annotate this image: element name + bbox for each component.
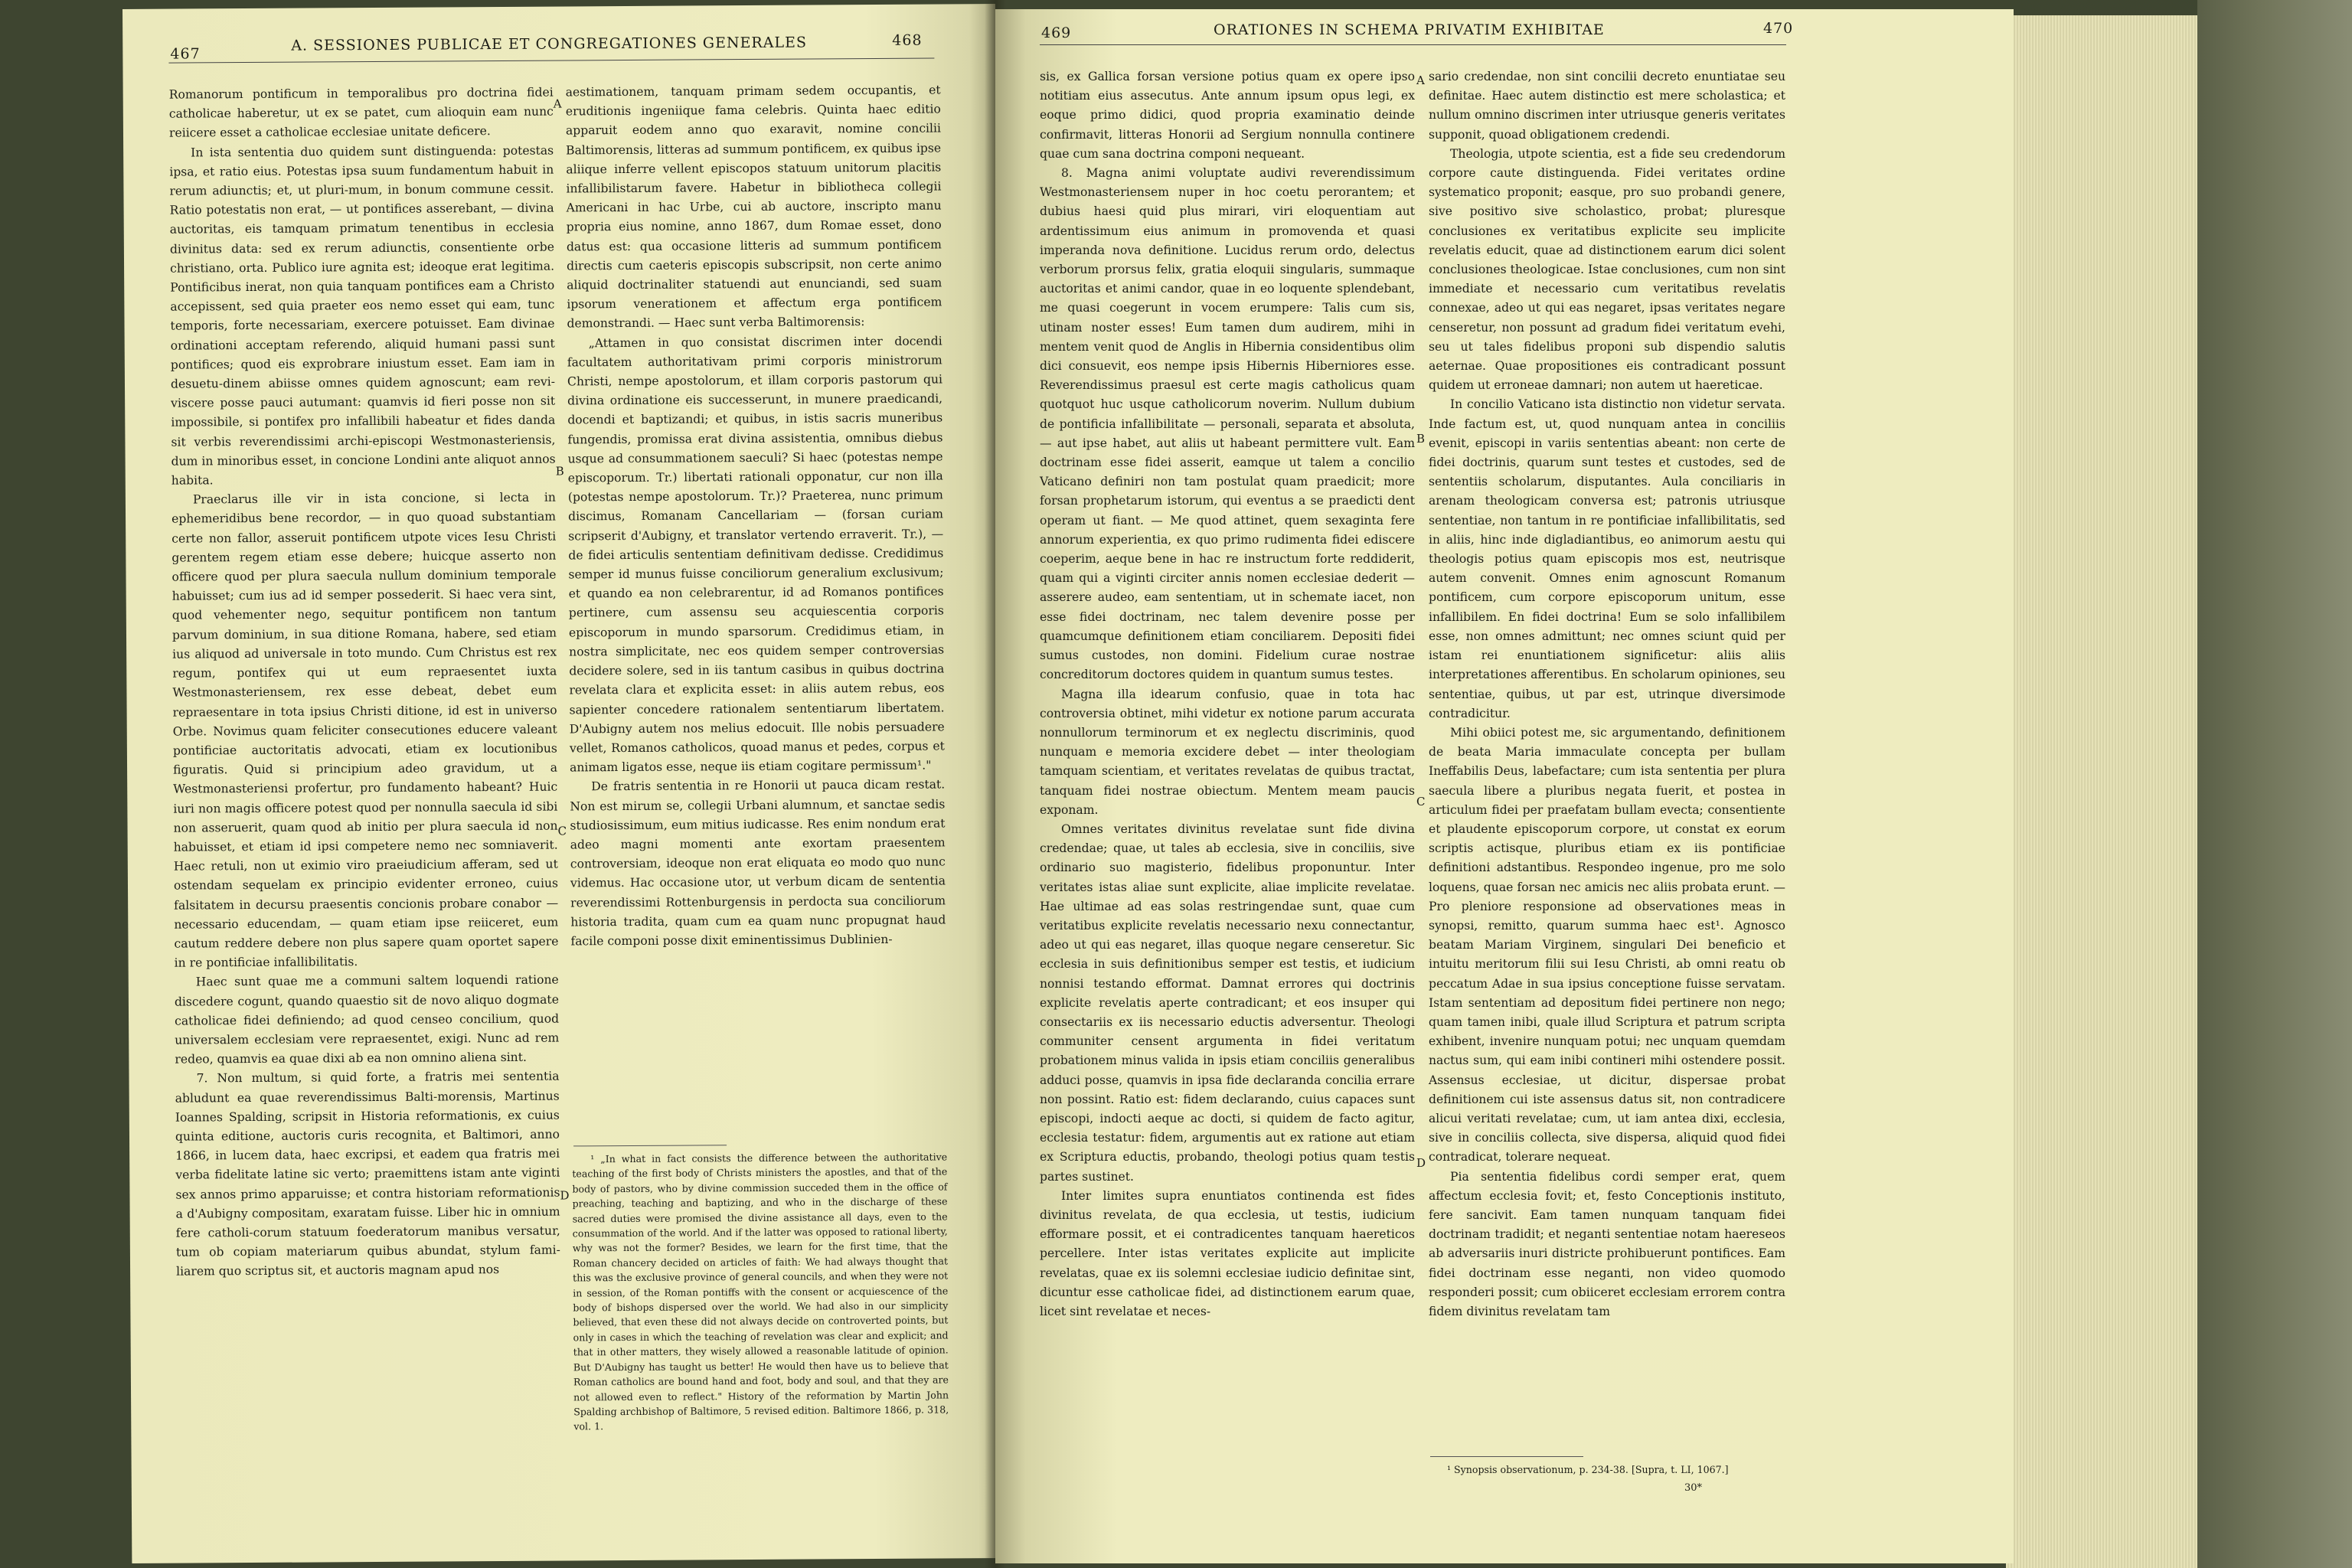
- paragraph: „Attamen in quo consistat discrimen inter docendi facultatem authoritativam primi corporis ministrorum Christi, nempe apostolorum, et illam corporis pastorum qui divina ordinatione eis successerunt, in munere praedicandi, docendi et baptizandi; et quibus, in istis sacris muneribus fungendis, promissa erat divina assistentia, omnibus diebus usque ad consummationem saeculi? Si haec (potestas nempe episcoporum. Tr.) libertati rationali opponatur, cur non illa (potestas nempe apostolorum. Tr.)? Praeterea, nunc primum discimus, Romanam Cancellariam — (forsan curiam scripserit d'Aubigny, et translator vertendo erraverit. Tr.), — de fidei articulis sententiam definitivam dedisse. Credidimus semper id munus fuisse conciliorum generalium exclusivum; et quando ea non celebrarentur, id ad Romanos pontifices pertinere, cum assensu seu acquiescentia corporis episcoporum in mundo sparsorum. Credidimus etiam, in nostra simplicitate, nec eos quidem semper controversias decidere solere, sed in iis tantum casibus in quibus doctrina revelata clara et explicita esset: in aliis autem rebus, eos sapienter concedere rationalem sententiarum libertatem. D'Aubigny autem nos melius edocuit. Ille nobis persuadere vellet, Romanos catholicos, quoad manus et pedes, corpus et animam ligatos esse, neque iis etiam cogitare permissum¹.": [567, 334, 945, 775]
- margin-letter-c: C: [557, 824, 567, 838]
- paragraph: sis, ex Gallica forsan versione potius quam ex opere ipso notitiam eius assecutus. Ante annum ipsum opus legi, ex eoque primo didici, quod propria examinatio deinde confirmavit, litteras Honorii ad Sergium nonnulla continere quae cum sana doctrina componi nequeant.: [1040, 70, 1415, 161]
- left-page-number: 467: [170, 45, 201, 63]
- paragraph: Magna illa idearum confusio, quae in tota hac controversia obtinet, mihi videtur ex notione parum accurata nonnullorum terminorum et ex neglectu discriminis, quod nunquam e memoria excidere debet — inter theologiam tamquam scientiam, et veritates revelatas de quibus tractat, tanquam fidei nostrae obiectum. Mentem meam paucis exponam.: [1040, 687, 1415, 817]
- paragraph: Mihi obiici potest me, sic argumentando, definitionem de beata Maria immaculate concepta per bullam Ineffabilis Deus, labefactare; cum ista sententia per plura saecula libere a pluribus negata fuerit, et postea in articulum fidei per praefatam bullam evecta; consentiente et plaudente episcoporum corpore, ut constat ex eorum scriptis actisque, pluribus etiam ex iis pontificiae definitioni adstantibus. Respondeo ingenue, pro me solo loquens, quae forsan nec amicis nec aliis probata erunt. — Pro pleniore responsione ad observationes meas in synopsi, remitto, quarum summa haec est¹. Agnosco beatam Mariam Virginem, singulari Dei beneficio et intuitu meritorum filii sui Iesu Christi, ab omni reatu ob peccatum Adae in sua ipsius conceptione fuisse servatam. Istam sententiam ad depositum fidei pertinere non nego; quam tamen inibi, quale illud Scriptura et patrum scripta exhibent, invenire nunquam potui; nec unquam quemdam nactus sum, qui eam inibi contineri mihi ostendere possit. Assensus ecclesiae, ut dicitur, dispersae probat definitionem cui iste assensus datus sit, non contradicere alicui veritati revelatae; cum, ut iam antea dixi, ecclesia, sive in conciliis collecta, sive dispersa, aliquid quod fidei contradicat, tolerare nequeat.: [1429, 725, 1785, 1165]
- left-column-2: [566, 80, 946, 951]
- background-table: [2197, 0, 2352, 1568]
- paragraph: aestimationem, tanquam primam sedem occupantis, et eruditionis ingeniique fama celebris. Quinta haec editio apparuit eodem anno quo exaravit, nomine concilii Baltimorensis, litteras ad summum pontificem, ex quibus ipse aliique inferre vellent episcopos statuum unitorum placitis infallibilistarum favere. Habetur in bibliotheca collegii Americani in hac Urbe, cui ab auctore, inscripto manu propria eius nomine, anno 1867, dum Romae esset, dono datus est: qua occasione litteris ad summum pontificem directis cum caeteris episcopis subscripsit, non certe animo aliquid doctrinaliter statuendi aut enunciandi, sed suam ipsorum venerationem et affectum erga pontificem demonstrandi. — Haec sunt verba Baltimorensis:: [565, 83, 942, 331]
- paragraph: 8. Magna animi voluptate audivi reverendissimum Westmonasteriensem nuper in hoc coetu perorantem; et dubius haesi quid plus mirari, viri eloquentiam aut ardentissimum eius animum in promovenda et quasi imperanda nova definitione. Lucidus rerum ordo, delectus verborum prorsus felix, gratia eloquii singularis, summaque auctoritas et animi candor, quae in eo loquente splendebant, me quasi coegerunt in vocem erumpere: Talis cum sis, utinam noster esses! Eum tamen dum audirem, mihi in mentem venit quod de Anglis in Hibernia considentibus olim dici consuevit, eos nempe ipsis Hibernis Hiberniores esse. Reverendissimus praesul est certe magis catholicus quam quotquot huc usque catholicorum noverim. Nullum dubium de pontificia infallibilitate — personali, separata et absoluta, — aut ipse habet, aut aliis ut habeant permittere vult. Eam doctrinam esse fidei asserit, eamque ut talem a concilio Vaticano definiri non tam postulat quam praedicit; more forsan prophetarum istorum, qui eventus a se praedicti dent operam ut fiant. — Me quod attinet, quem sexaginta fere annorum experientia, ex quo primo rudimenta fidei ediscere coeperim, aeque bene in hac re instructum forte reddiderit, quam qui a viginti circiter annis nomen ecclesiae dederit — asserere audeo, eam sententiam, ut in schemate iacet, non esse fidei doctrinam, nec talem devenire posse per quamcumque definitionem etiam conciliarem. Depositi fidei sumus custodes, non domini. Fidelium curae nostrae concreditorum doctores quidem in quantum sumus testes.: [1040, 166, 1415, 682]
- left-column-1: [169, 83, 561, 1282]
- margin-letter-b: B: [555, 464, 564, 479]
- paragraph: Haec sunt quae me a communi saltem loquendi ratione discedere cogunt, quando quaestio sit de novo aliquo dogmate catholicae fidei definiendo; ad quod censeo concilium, quod universalem ecclesiam vere repraesentet, exigi. Nunc ad rem redeo, quamvis ea quae dixi ab ea non omnino aliena sint.: [174, 972, 560, 1067]
- header-rule: [1040, 44, 1786, 45]
- right-running-head: ORATIONES IN SCHEMA PRIVATIM EXHIBITAE: [1214, 21, 1605, 38]
- right-column-1: [1040, 67, 1415, 1321]
- left-running-head: A. SESSIONES PUBLICAE ET CONGREGATIONES GENERALES: [291, 34, 808, 54]
- left-page: [122, 4, 1004, 1563]
- paragraph: Romanorum pontificum in temporalibus pro doctrina fidei catholicae haberetur, ut ex se patet, cum alioquin eam nunc reiicere esset a catholicae ecclesiae unitate deficere.: [168, 85, 554, 141]
- right-page-number: 470: [1763, 20, 1794, 37]
- paragraph: 7. Non multum, si quid forte, a fratris mei sententia abludunt ea quae reverendissimus Balti-morensis, Martinus Ioannes Spalding, scripsit in Historia reformationis, ex cuius quinta editione, auctoris curis recognita, et Baltimori, anno 1866, in lucem data, haec excripsi, et eadem qua fratris mei verba fidelitate latine sic verto; praemittens istam ante viginti sex annos primo apparuisse; et contra historiam reformationis a d'Aubigny compositam, exaratam fuisse. Liber hic in omnium fere catholi-corum statuum foederatorum manibus versatur, tum ob copiam materiarum quibus abundat, stylum fami-liarem quo scriptus sit, et auctoris magnam apud nos: [175, 1069, 560, 1279]
- right-footnote: [1429, 1462, 1785, 1477]
- footnote-rule: [573, 1145, 727, 1146]
- margin-letter-b: B: [1416, 432, 1426, 446]
- page-edges: [2006, 15, 2197, 1568]
- paragraph: Praeclarus ille vir in ista concione, si lecta in ephemeridibus bene recordor, — in quo quoad substantiam certe non fallor, asseruit pontificem utpote vices Iesu Christi gerentem regem etiam esse debere; huicque asserto non officere quod per plura saecula nullum dominium temporale habuisset; cum ius ad id semper possederit. Si haec vera sint, quod vehementer nego, sequitur pontificem non tantum parvum dominium, in sua ditione Romana, habere, sed etiam ius aliquod ad universale in toto mundo. Cum Christus est rex regum, pontifex qui ut eum repraesentet iuxta Westmonasteriensem, rex esse debeat, debet eum repraesentare in tota ipsius Christi ditione, id est in universo Orbe. Novimus quam feliciter consecutiones educere valeant pontificiae auctoritatis advocati, etiam ex locutionibus figuratis. Quid si principium adeo gravidum, ut a Westmonasteriensi profertur, pro fundamento habeant? Huic iuri non magis officere potest quod per nonnulla saecula id sibi non asseruerit, quam quod ab initio per plura saecula id non habuisset, et etiam id ipsi competere nemo nec somniaverit. Haec retuli, non ut eximio viro praeiudicium afferam, sed ut ostendam sequelam ex principio evidenter erroneo, cuius falsitatem in decursu praesentis concionis probare conabor — necessario educendam, — quam etiam ipse reiiceret, eum cautum reddere debere non plus sapere quam oportet sapere in re pontificiae infallibilitatis.: [172, 490, 559, 970]
- left-column-number: 468: [892, 31, 923, 49]
- margin-letter-a: A: [1416, 74, 1425, 87]
- paragraph: Omnes veritates divinitus revelatae sunt fide divina credendae; quae, ut tales ab ecclesia, sive in conciliis, sive ordinario suo magisterio, fidelibus proponuntur. Inter veritates istas aliae sunt explicite, aliae implicite revelatae. Hae ultimae ad eas solas restringendae sunt, quae cum veritatibus explicite revelatis necessario nexu connectantur, adeo ut qui eas negaret, illas quoque negare censeretur. Sic ecclesia in suis definitionibus semper est testis, et iudicium nonnisi testando efformat. Damnat errores qui doctrinis explicite revelatis aperte contradicant; et eos insuper qui consectariis ex iis necessario eductis adversentur. Theologi communiter censent argumenta in fidei veritatum probationem minus valida in ipsis etiam conciliis generalibus adduci posse, quamvis in ipsa fide declaranda concilia errare non possint. Ratio est: fidem declarando, cuius capaces sunt episcopi, indocti aeque ac docti, si quidem de facto agitur, ecclesia testatur: fidem, argumentis aut ex ratione aut etiam ex Scriptura eductis, probando, theologi potius quam testis partes sustinet.: [1040, 822, 1415, 1184]
- header-rule: [168, 58, 934, 64]
- footnote-text: ¹ Synopsis observationum, p. 234-38. [Supra, t. LI, 1067.]: [1447, 1464, 1729, 1475]
- paragraph: Pia sententia fidelibus cordi semper erat, quem affectum ecclesia fovit; et, festo Conceptionis instituto, fere sancivit. Eam tamen nunquam tanquam fidei doctrinam tradidit; et neganti sententiae notam haereseos ab adversariis inuri districte prohibuerunt pontifices. Eam fidei doctrinam esse neganti, non video quomodo responderi possit; cum obiiceret ecclesiam errorem contra fidem divinitus revelatam tam: [1429, 1169, 1785, 1318]
- left-footnote: [572, 1149, 949, 1434]
- margin-letter-d: D: [1416, 1156, 1426, 1170]
- paragraph: In concilio Vaticano ista distinctio non videtur servata. Inde factum est, ut, quod nunquam antea in conciliis evenit, episcopi in variis sententias abeant: non certe de fidei doctrinis, quarum sunt testes et custodes, sed de sententiis scholarum, disputantes. Aula conciliaris in arenam theologicam conversa est; patronis utriusque sententiae, non tantum in re pontificiae infallibilitatis, sed in aliis, hinc inde digladiantibus, eo animorum aestu qui theologis potius quam episcopis mos est, neutrisque autem convenit. Omnes enim agnoscunt Romanum pontificem, cum corpore episcoporum unitum, esse infallibilem. En fidei doctrina! Eum se solo infallibilem esse, non omnes admittunt; nec omnes sciunt quid per istam rei enuntiationem significetur: aliis aliis interpretationes afferentibus. En scholarum opiniones, seu sententiae, quibus, ut par est, utrinque diversimode contradicitur.: [1429, 397, 1785, 720]
- right-column-2: [1429, 67, 1785, 1321]
- paragraph: De fratris sententia in re Honorii ut pauca dicam restat. Non est mirum se, collegii Urbani alumnum, et sanctae sedis studiosissimum, eum mitius iudicasse. Res enim nondum erat adeo magni momenti ante exortam praesentem controversiam, ideoque non erat eliquata eo modo quo nunc videmus. Hac occasione utor, ut verbum dicam de sententia reverendissimi Rottenburgensis in perdocta sua conciliorum historia tradita, quam cum ea quam nunc propugnat haud facile componi posse dixit eminentissimus Dublinien-: [570, 777, 946, 949]
- paragraph: In ista sententia duo quidem sunt distinguenda: potestas ipsa, et ratio eius. Potestas ipsa suum fundamentum habuit in rerum adiunctis; et, ut pluri-mum, in bonum commune cessit. Ratio potestatis non erat, — ut pontifices asserebant, — divina auctoritas, eis tamquam primatum tenentibus in ecclesia divinitus data: sed ex rerum adiunctis, consentiente orbe christiano, orta. Publico iure agnita est; ideoque erat legitima. Pontificibus inerat, non quia tanquam pontifices eam a Christo accepissent, sed quia praeter eos nemo esset qui eam, tunc temporis, forte necessariam, exercere potuisset. Eam divinae ordinationi acceptam referendo, aliquid humani passi sunt pontifices; quod eis exprobrare iniustum esset. Eam iam in desuetu-dinem abiisse omnes quidem agnoscunt; eam revi-viscere posse pauci autumant: quamvis id fieri posse non sit impossibile, si pontifex pro infallibili habeatur et fides danda sit verbis reverendissimi archi-episcopi Westmonasteriensis, dum in minoribus esset, in concione Londini ante aliquot annos habita.: [169, 143, 556, 488]
- margin-letter-c: C: [1416, 795, 1426, 808]
- right-column-number: 469: [1041, 24, 1072, 41]
- margin-letter-d: D: [560, 1188, 570, 1203]
- paragraph: sario credendae, non sint concilii decreto enuntiatae seu definitae. Haec autem distinctio est mere scholastica; et nullum omnino discrimen inter utriusque generis veritates supponit, quoad obligationem credendi.: [1429, 70, 1785, 142]
- right-page: [995, 9, 2014, 1563]
- paragraph: Inter limites supra enuntiatos continenda est fides divinitus revelata, de qua ecclesia, ut testis, iudicium efformare possit, et ei contradicentes tanquam haereticos percellere. Inter istas veritates explicite aut implicite revelatas, quae ex iis solemni ecclesiae iudicio definitae sint, dicuntur esse catholicae fidei, ad distinctionem earum quae, licet sint revelatae et neces-: [1040, 1188, 1415, 1318]
- footnote-rule: [1430, 1456, 1583, 1457]
- margin-letter-a: A: [553, 96, 562, 111]
- paragraph: Theologia, utpote scientia, est a fide seu credendorum corpore caute distinguenda. Fidei veritates ordine systematico proponit; easque, pro suo probandi genere, sive positivo sive scholastico, probat; pluresque conclusiones ex veritatibus explicite seu implicite revelatis educit, quae ad distinctionem earum dici solent conclusiones theologicae. Istae conclusiones, cum non sint immediate et necessario cum veritatibus revelatis connexae, adeo ut qui eas negaret, ipsas veritates negare censeretur, non possunt ad gradum fidei veritatum evehi, seu ut tales fidelibus proponi sub dispendio salutis aeternae. Quae propositiones eis contradicant possunt quidem ut erroneae damnari; non autem ut haereticae.: [1429, 146, 1785, 393]
- signature-mark: 30*: [1684, 1482, 1703, 1494]
- footnote-text: ¹ „In what in fact consists the difference between the authoritative teaching of the first body of Christs ministers the apostles, and that of the body of pastors, who by divine commission succeded them in the office of preaching, teaching and baptizing, and who in the discharge of these sacred duties were promised the divine assistance all days, even to the consummation of the world. And if the latter was opposed to rational liberty, why was not the former? Besides, we learn for the first time, that the Roman chancery decided on articles of faith: We had always thought that this was the exclusive province of general councils, and when they were not in session, of the Roman pontiffs with the consent or acquiescence of the body of bishops dispersed over the world. We had also in our simplicity believed, that even these did not always decide on controverted points, but only in cases in which the teaching of revelation was clear and explicit; and that in other matters, they wisely allowed a reasonable latitude of opinion. But D'Aubigny has taught us better! He would then have us to believe that Roman catholics are bound hand and foot, body and soul, and that they are not allowed even to reflect." History of the reformation by Martin John Spalding archbishop of Baltimore, 5 revised edition. Baltimore 1866, p. 318, vol. 1.: [572, 1151, 949, 1432]
